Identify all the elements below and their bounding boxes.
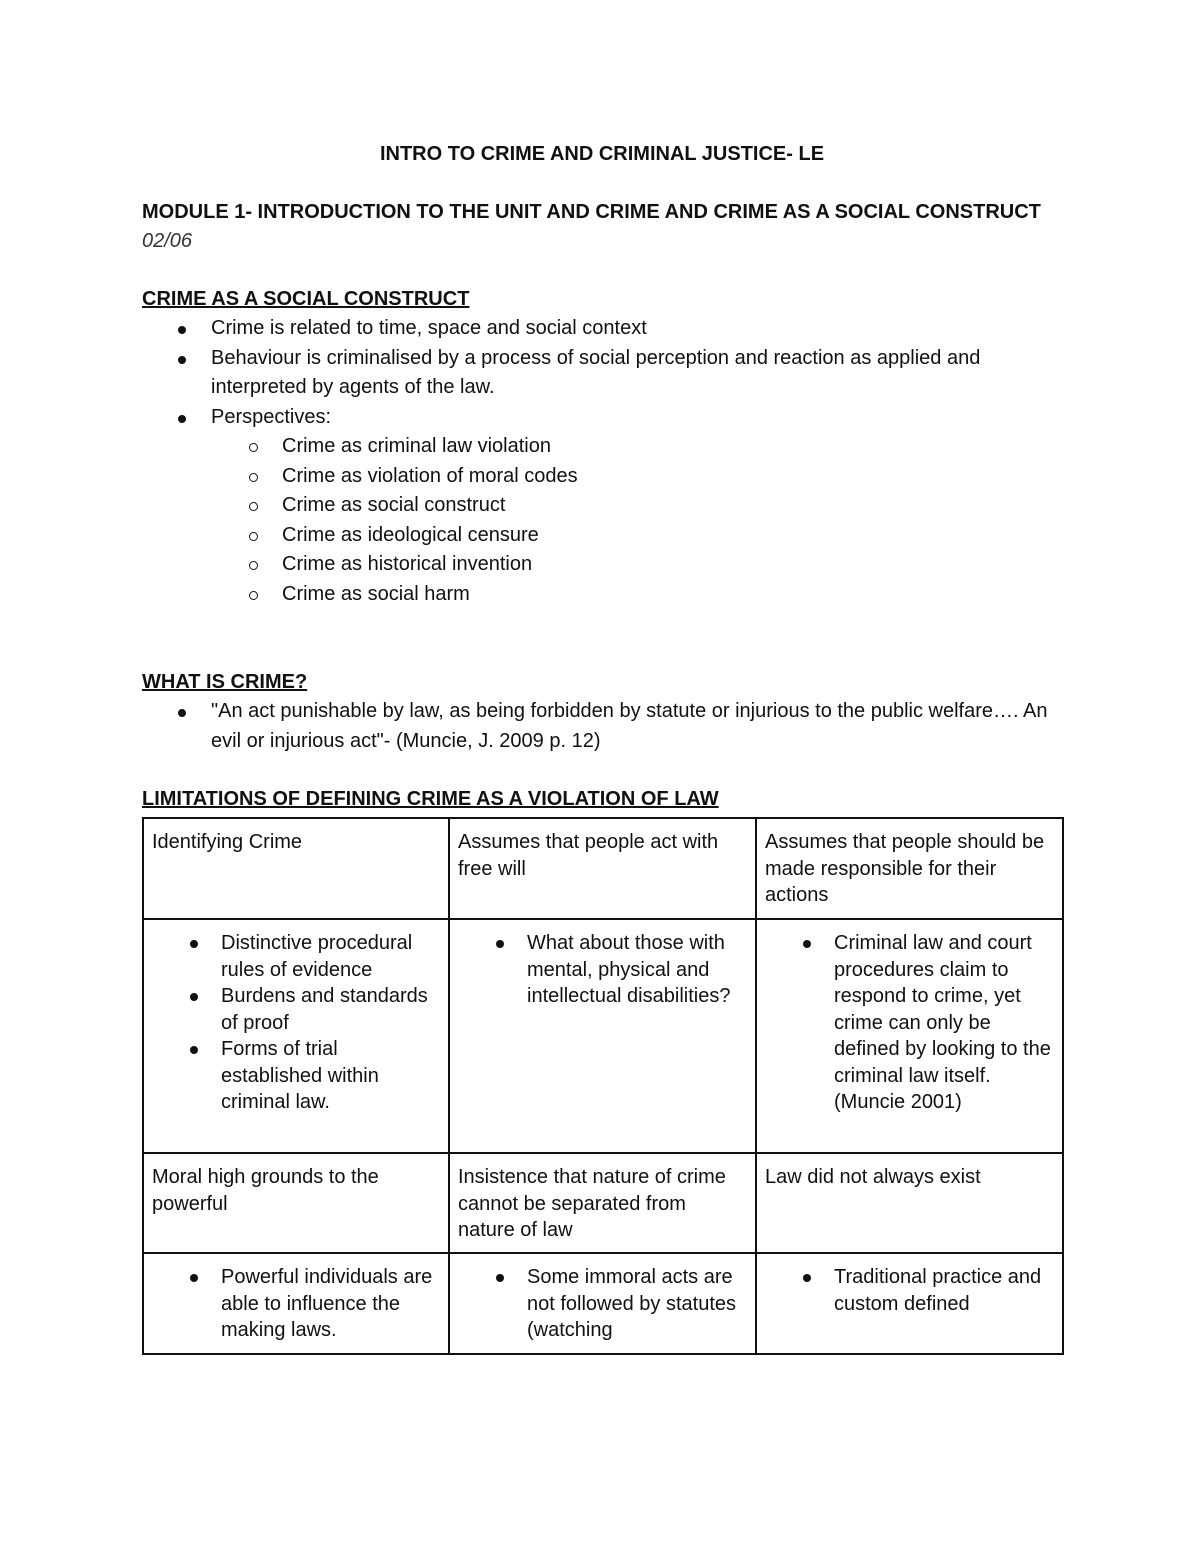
bullet-icon — [190, 993, 198, 1001]
table-row — [143, 1153, 1063, 1253]
table-cell: Moral high grounds to the powerful — [143, 1153, 449, 1253]
sub-list-item-text: Crime as ideological censure — [282, 523, 539, 546]
hollow-bullet-icon — [249, 443, 258, 452]
list-item-text: Perspectives: — [211, 405, 332, 428]
list-item — [765, 930, 1054, 1116]
document-title: INTRO TO CRIME AND CRIMINAL JUSTICE- LE — [379, 143, 825, 165]
bullet-icon — [190, 940, 198, 948]
table-cell — [143, 919, 449, 1153]
table-cell: Identifying Crime — [143, 818, 449, 919]
list-item — [765, 1264, 1054, 1317]
list-item — [458, 930, 747, 1010]
list-item-text: Traditional practice and custom defined — [834, 1266, 1042, 1315]
list-item-text: Powerful individuals are able to influence the making laws. — [221, 1266, 433, 1341]
sub-list-item — [142, 580, 1062, 610]
list-item — [142, 314, 1062, 344]
list-item — [142, 403, 1062, 610]
list-item-text: Forms of trial established within criminal law. — [221, 1038, 379, 1113]
list-item — [152, 983, 440, 1036]
sub-list-item-text: Crime as social construct — [282, 494, 506, 516]
table-cell: Assumes that people act with free will — [449, 818, 756, 919]
table-cell — [449, 1253, 756, 1354]
section-heading-social-construct: CRIME AS A SOCIAL CONSTRUCT — [142, 288, 470, 310]
list-item-text: Some immoral acts are not followed by statutes (watching — [527, 1266, 737, 1341]
hollow-bullet-icon — [249, 591, 258, 600]
table-row — [143, 1253, 1063, 1354]
list-item-text: Criminal law and court procedures claim to respond to crime, yet crime can only be defined by looking to the criminal law itself. (Muncie 2001) — [834, 932, 1051, 1113]
list-item-text: Crime is related to time, space and social context — [211, 317, 647, 339]
cell-list — [765, 1264, 1054, 1317]
bullet-icon — [178, 326, 186, 334]
sub-list-item — [142, 550, 1062, 580]
sub-list-item — [142, 462, 1062, 492]
bullet-icon — [496, 940, 504, 948]
module-title: MODULE 1- INTRODUCTION TO THE UNIT AND CRIME AND CRIME AS A SOCIAL CONSTRUCT — [142, 201, 1041, 223]
list-item — [152, 930, 440, 983]
sub-list-item — [142, 432, 1062, 462]
list-item — [152, 1264, 440, 1344]
list-item — [142, 344, 1062, 403]
what-is-crime-list — [142, 697, 1062, 756]
bullet-icon — [190, 1274, 198, 1282]
bullet-icon — [178, 709, 186, 717]
table-cell: Insistence that nature of crime cannot be separated from nature of law — [449, 1153, 756, 1253]
sub-list-item — [142, 491, 1062, 521]
table-cell — [756, 1253, 1063, 1354]
cell-list — [458, 930, 747, 1010]
list-item-text: Distinctive procedural rules of evidence — [221, 932, 413, 981]
hollow-bullet-icon — [249, 502, 258, 511]
section-heading-what-is-crime: WHAT IS CRIME? — [142, 671, 308, 693]
table-cell — [449, 919, 756, 1153]
list-item-text: What about those with mental, physical and intellectual disabilities? — [527, 932, 731, 1007]
table-cell: Law did not always exist — [756, 1153, 1063, 1253]
list-item-text: Behaviour is criminalised by a process of social perception and reaction as applied and interpreted by agents of the law. — [211, 346, 981, 398]
table-cell — [143, 1253, 449, 1354]
hollow-bullet-icon — [249, 473, 258, 482]
sub-list-item-text: Crime as historical invention — [282, 553, 533, 575]
hollow-bullet-icon — [249, 561, 258, 570]
list-item — [152, 1036, 440, 1116]
bullet-icon — [496, 1274, 504, 1282]
social-construct-list — [142, 314, 1062, 609]
sub-list-item-text: Crime as violation of moral codes — [282, 464, 578, 487]
bullet-icon — [178, 356, 186, 364]
cell-list — [458, 1264, 747, 1344]
sub-list-item — [142, 521, 1062, 551]
cell-list — [765, 930, 1054, 1116]
lecture-date: 02/06 — [142, 230, 193, 252]
cell-list — [152, 1264, 440, 1344]
table-cell: Assumes that people should be made responsible for their actions — [756, 818, 1063, 919]
bullet-icon — [178, 415, 186, 423]
sub-list-item-text: Crime as criminal law violation — [282, 435, 551, 457]
table-row — [143, 818, 1063, 919]
list-item-text: "An act punishable by law, as being forbidden by statute or injurious to the public welfare…. An evil or injurious act"- (Muncie, J. 2009 p. 12) — [211, 700, 1048, 752]
perspectives-list — [211, 432, 1062, 609]
list-item — [458, 1264, 747, 1344]
sub-list-item-text: Crime as social harm — [282, 582, 470, 605]
table-row — [143, 919, 1063, 1153]
section-heading-limitations: LIMITATIONS OF DEFINING CRIME AS A VIOLATION OF LAW — [142, 788, 719, 810]
cell-list — [152, 930, 440, 1116]
bullet-icon — [803, 940, 811, 948]
list-item-text: Burdens and standards of proof — [221, 985, 428, 1034]
hollow-bullet-icon — [249, 532, 258, 541]
limitations-table — [142, 817, 1064, 1355]
document-page — [142, 140, 1062, 1355]
table-cell — [756, 919, 1063, 1153]
list-item — [142, 697, 1062, 756]
bullet-icon — [803, 1274, 811, 1282]
bullet-icon — [190, 1046, 198, 1054]
